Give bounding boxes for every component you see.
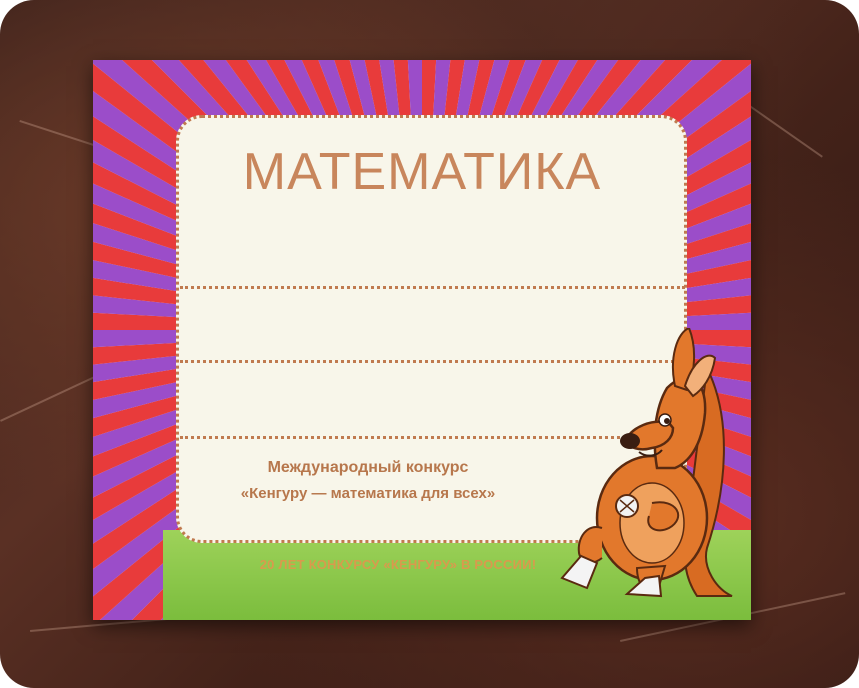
kangaroo-mascot bbox=[557, 328, 737, 598]
contest-text bbox=[203, 455, 533, 507]
anniversary-banner-text: 20 ЛЕТ КОНКУРСУ «КЕНГУРУ» В РОССИИ! bbox=[259, 557, 537, 572]
subject-title: МАТЕМАТИКА bbox=[242, 143, 602, 201]
contest-line-1: Международный конкурс bbox=[267, 459, 469, 476]
contest-line-2: «Кенгуру — математика для всех» bbox=[240, 485, 496, 502]
notebook-label bbox=[93, 60, 751, 620]
name-line-1 bbox=[180, 286, 685, 289]
